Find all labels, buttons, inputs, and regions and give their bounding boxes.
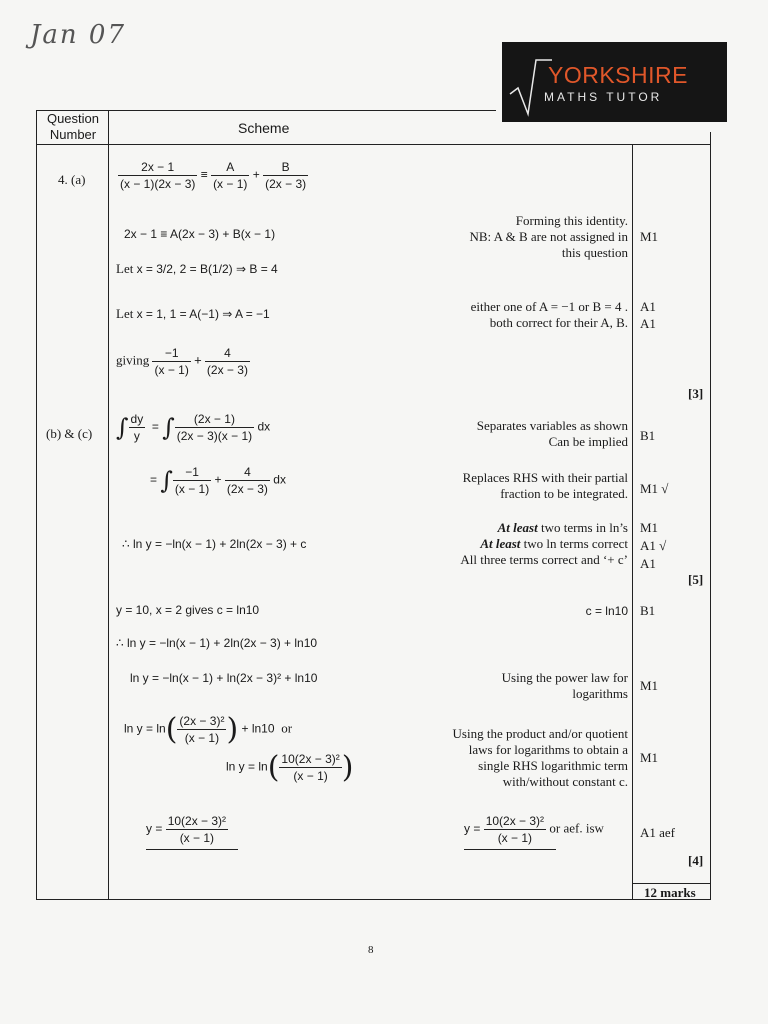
- mark-a1-one: A1: [640, 299, 656, 314]
- handwritten-note: Jan 07: [30, 20, 127, 50]
- mark-m1-ln: M1: [640, 520, 659, 535]
- yorkshire-maths-tutor-logo: [502, 42, 727, 122]
- partial-fraction-integral: = ∫ $\frac{-1}{(x - 1)}$ + $\frac{4}{(2x - 3)}$ dx: [150, 465, 286, 496]
- table-bottom-border: [36, 899, 711, 900]
- total-part-b: [5]: [688, 572, 704, 587]
- mark-b1-constant: B1: [640, 603, 656, 618]
- remark-underline: [464, 849, 556, 850]
- mark-b1-separate: B1: [640, 428, 656, 443]
- mark-a1-follow-through: A1 √: [640, 538, 667, 553]
- remark-a-or-b: either one of A = −1 or B = 4 . both correct for their A, B.: [470, 299, 628, 330]
- remark-final-answer: y = $\frac{\text{10(2x − 3)²}}{(x - 1)}$ or aef. isw: [464, 814, 604, 845]
- constant-line: y = 10, x = 2 gives c = ln10: [116, 603, 260, 617]
- part-bc-label: (b) & (c): [46, 426, 93, 441]
- header-scheme: Scheme: [238, 120, 290, 136]
- header-divider: [36, 144, 710, 145]
- marks-column-divider: [632, 144, 633, 900]
- root-sign-icon: [502, 42, 552, 122]
- remark-replace-rhs: Replaces RHS with their partial fraction to be integrated.: [462, 470, 628, 501]
- mark-a1-both: A1: [640, 316, 656, 331]
- final-answer: y = $\frac{\text{10(2x − 3)²}}{(x - 1)}$: [146, 814, 227, 845]
- remark-c-value: c = ln10: [585, 604, 628, 618]
- substituted-line: ∴ ln y = −ln(x − 1) + 2ln(2x − 3) + ln10: [116, 636, 318, 650]
- logo-line2: MATHS TUTOR: [544, 90, 663, 104]
- total-part-c: [4]: [688, 853, 704, 868]
- total-marks: 12 marks: [644, 885, 696, 900]
- partial-fraction-equation: $\frac{2x - 1}{(x - 1)(2x - 3)}$ ≡ $\frac{A}{(x - 1)}$ + $\frac{B}{(2x - 3)}$: [120, 160, 307, 191]
- identity-line: 2x − 1 ≡ A(2x − 3) + B(x − 1): [124, 227, 276, 241]
- single-log-with-constant: ln y = ln( $\frac{\text{10(2x − 3)²}}{(x - 1)}$ ): [226, 750, 354, 785]
- answer-underline: [146, 849, 238, 850]
- mark-m1-identity: M1: [640, 229, 659, 244]
- remark-product-quotient: Using the product and/or quotient laws for logarithms to obtain a single RHS logarithmic term with/without constant c.: [452, 726, 628, 789]
- separate-variables-line: ∫ $\frac{dy}{y}$ = ∫ $\frac{(2x - 1)}{(2x - 3)(x - 1)}$ dx: [116, 412, 271, 443]
- total-part-a: [3]: [688, 386, 704, 401]
- remark-identity: Forming this identity. NB: A & B are not assigned in this question: [469, 213, 628, 260]
- mark-m1-follow-through: M1 √: [640, 481, 669, 496]
- logo-line1: YORKSHIRE: [548, 62, 688, 88]
- remark-ln-terms: At least two terms in ln’s At least two ln terms correct All three terms correct and ‘+ c’: [460, 520, 628, 567]
- let-x-one: Let x = 1, 1 = A(−1) ⇒ A = −1: [116, 306, 270, 321]
- header-question-number: Question Number: [46, 111, 100, 142]
- mark-m1-power-law: M1: [640, 678, 659, 693]
- integrated-line: ∴ ln y = −ln(x − 1) + 2ln(2x − 3) + c: [122, 537, 307, 551]
- giving-result: giving $\frac{-1}{(x - 1)}$ + $\frac{4}{(2x - 3)}$: [116, 346, 248, 377]
- power-law-line: ln y = −ln(x − 1) + ln(2x − 3)² + ln10: [130, 671, 318, 685]
- mark-a1-all-terms: A1: [640, 556, 656, 571]
- single-log-line: ln y = ln( $\frac{\text{(2x − 3)²}}{(x - 1)}$ ) + ln10 or: [124, 712, 293, 747]
- column-divider: [108, 110, 109, 900]
- remark-separate-variables: Separates variables as shown Can be implied: [476, 418, 628, 449]
- table-left-border: [36, 110, 37, 900]
- mark-m1-single-log: M1: [640, 750, 659, 765]
- let-x-three-halves: Let x = 3/2, 2 = B(1/2) ⇒ B = 4: [116, 261, 278, 276]
- part-a-label: 4. (a): [58, 172, 86, 187]
- total-box-top: [632, 883, 710, 884]
- mark-a1-aef: A1 aef: [640, 825, 676, 840]
- page-number: 8: [368, 944, 374, 956]
- remark-power-law: Using the power law for logarithms: [501, 670, 628, 701]
- table-right-border: [710, 132, 711, 900]
